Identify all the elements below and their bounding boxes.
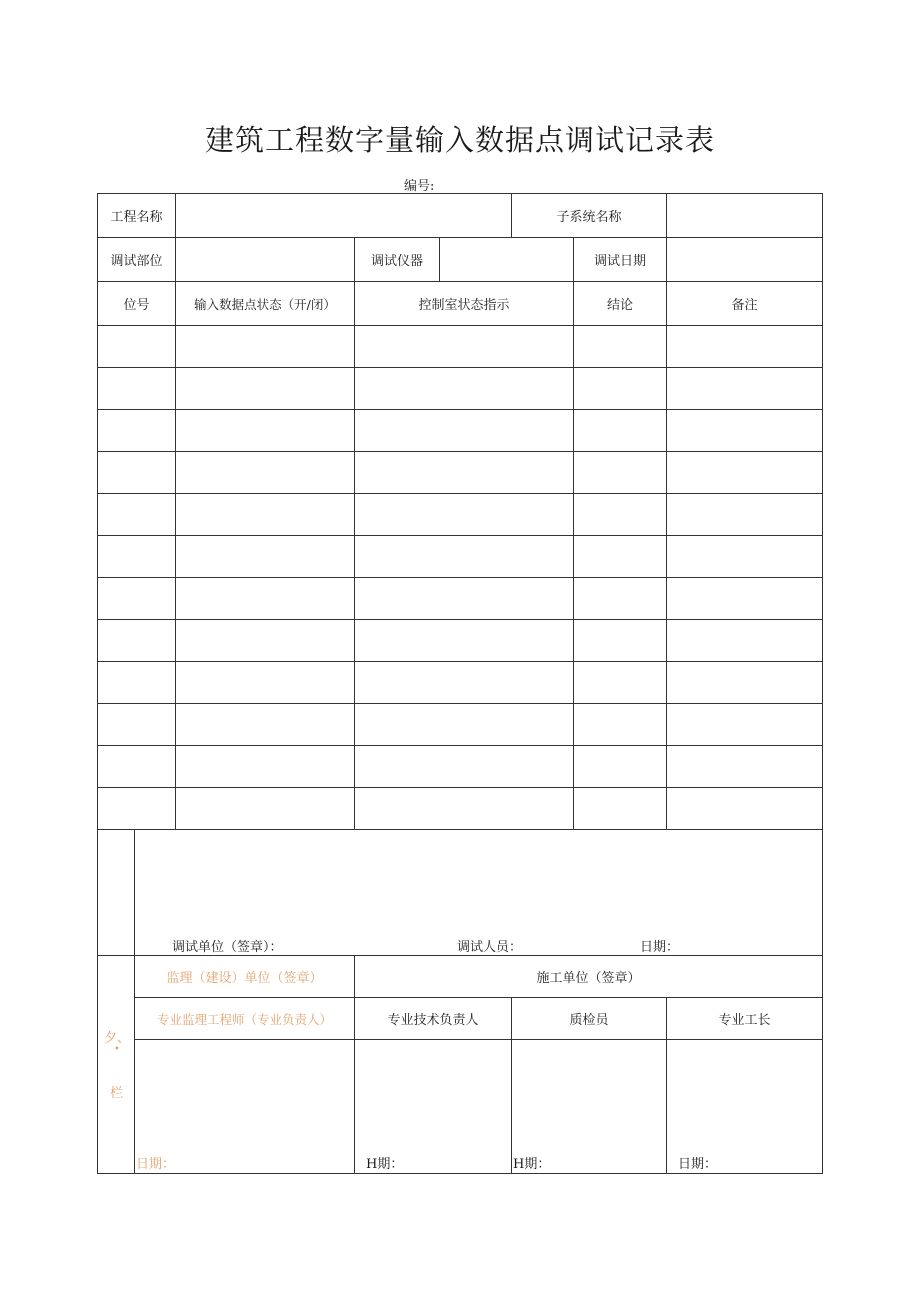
cell-conclusion[interactable]: [574, 536, 667, 578]
table-row: [98, 326, 823, 368]
table-row: [98, 620, 823, 662]
tech-lead-label: 专业技术负责人: [355, 998, 512, 1040]
test-personnel-label: 调试人员：: [457, 940, 523, 955]
record-table: [97, 193, 823, 1174]
sign-side-text-2: •: [114, 1044, 120, 1055]
cell-tag[interactable]: [98, 704, 176, 746]
subsystem-name-label: 子系统名称: [512, 194, 667, 238]
column-header-tag: 位号: [98, 282, 176, 326]
cell-control-room[interactable]: [355, 494, 574, 536]
supervisor-date-label: 日期：: [136, 1157, 176, 1172]
column-header-remarks: 备注: [667, 282, 823, 326]
cell-control-room[interactable]: [355, 536, 574, 578]
cell-remarks[interactable]: [667, 620, 823, 662]
cell-conclusion[interactable]: [574, 578, 667, 620]
cell-control-room[interactable]: [355, 704, 574, 746]
cell-remarks[interactable]: [667, 494, 823, 536]
cell-input-state[interactable]: [176, 788, 355, 830]
sign-side-text-3: 栏: [110, 1086, 124, 1101]
cell-input-state[interactable]: [176, 494, 355, 536]
cell-control-room[interactable]: [355, 662, 574, 704]
subsystem-name-field[interactable]: [667, 194, 823, 238]
cell-control-room[interactable]: [355, 326, 574, 368]
cell-control-room[interactable]: [355, 410, 574, 452]
cell-input-state[interactable]: [176, 326, 355, 368]
test-date-label: 调试日期: [574, 238, 667, 282]
cell-remarks[interactable]: [667, 746, 823, 788]
cell-tag[interactable]: [98, 536, 176, 578]
signature-side-cell: [98, 956, 135, 1174]
table-row: [98, 578, 823, 620]
cell-tag[interactable]: [98, 578, 176, 620]
table-row: [98, 788, 823, 830]
cell-conclusion[interactable]: [574, 494, 667, 536]
cell-control-room[interactable]: [355, 746, 574, 788]
cell-conclusion[interactable]: [574, 746, 667, 788]
cell-input-state[interactable]: [176, 410, 355, 452]
table-row: [98, 662, 823, 704]
info-row-1: [98, 194, 823, 238]
cell-remarks[interactable]: [667, 452, 823, 494]
cell-tag[interactable]: [98, 494, 176, 536]
cell-input-state[interactable]: [176, 620, 355, 662]
cell-tag[interactable]: [98, 662, 176, 704]
project-name-label: 工程名称: [98, 194, 176, 238]
document-number-label: 编号:: [404, 179, 435, 194]
cell-conclusion[interactable]: [574, 704, 667, 746]
signature-role-row: [98, 998, 823, 1040]
supervising-engineer-label: 专业监理工程师（专业负责人）: [135, 998, 355, 1040]
column-header-conclusion: 结论: [574, 282, 667, 326]
cell-control-room[interactable]: [355, 452, 574, 494]
table-row: [98, 368, 823, 410]
cell-input-state[interactable]: [176, 452, 355, 494]
cell-remarks[interactable]: [667, 578, 823, 620]
foreman-date-label: 日期：: [678, 1157, 718, 1172]
cell-remarks[interactable]: [667, 704, 823, 746]
cell-input-state[interactable]: [176, 536, 355, 578]
cell-input-state[interactable]: [176, 368, 355, 410]
cell-conclusion[interactable]: [574, 410, 667, 452]
project-name-field[interactable]: [176, 194, 512, 238]
cell-input-state[interactable]: [176, 746, 355, 788]
page-title: 建筑工程数字量输入数据点调试记录表: [204, 123, 715, 157]
test-location-field[interactable]: [176, 238, 355, 282]
table-row: [98, 746, 823, 788]
table-row: [98, 494, 823, 536]
table-row: [98, 704, 823, 746]
cell-tag[interactable]: [98, 746, 176, 788]
cell-tag[interactable]: [98, 788, 176, 830]
cell-remarks[interactable]: [667, 368, 823, 410]
cell-control-room[interactable]: [355, 788, 574, 830]
table-row: [98, 452, 823, 494]
cell-conclusion[interactable]: [574, 368, 667, 410]
cell-input-state[interactable]: [176, 578, 355, 620]
inspector-label: 质检员: [512, 998, 667, 1040]
cell-remarks[interactable]: [667, 536, 823, 578]
remark-date-label: 日期：: [640, 940, 680, 955]
cell-conclusion[interactable]: [574, 788, 667, 830]
foreman-label: 专业工长: [667, 998, 823, 1040]
cell-remarks[interactable]: [667, 662, 823, 704]
sign-side-text-1: 夕、: [104, 1031, 131, 1046]
construction-unit-label: 施工单位（签章）: [355, 956, 823, 998]
test-instrument-field[interactable]: [440, 238, 574, 282]
cell-tag[interactable]: [98, 368, 176, 410]
test-instrument-label: 调试仪器: [355, 238, 440, 282]
column-header-row: [98, 282, 823, 326]
cell-tag[interactable]: [98, 452, 176, 494]
column-header-control-room: 控制室状态指示: [355, 282, 574, 326]
data-rows: [98, 326, 823, 830]
test-location-label: 调试部位: [98, 238, 176, 282]
tech-lead-date-label: H期：: [366, 1157, 404, 1172]
cell-tag[interactable]: [98, 326, 176, 368]
inspector-date-label: H期：: [513, 1157, 551, 1172]
supervisor-unit-label: 监理（建设）单位（签章）: [135, 956, 355, 998]
cell-control-room[interactable]: [355, 578, 574, 620]
info-row-2: [98, 238, 823, 282]
cell-conclusion[interactable]: [574, 326, 667, 368]
test-unit-sign-label: 调试单位（签章）：: [172, 940, 283, 955]
cell-conclusion[interactable]: [574, 620, 667, 662]
table-row: [98, 536, 823, 578]
cell-control-room[interactable]: [355, 368, 574, 410]
cell-remarks[interactable]: [667, 326, 823, 368]
cell-conclusion[interactable]: [574, 662, 667, 704]
cell-tag[interactable]: [98, 410, 176, 452]
signature-header-row: [98, 956, 823, 998]
cell-input-state[interactable]: [176, 704, 355, 746]
cell-control-room[interactable]: [355, 620, 574, 662]
column-header-input-state: 输入数据点状态（开/闭）: [176, 282, 355, 326]
table-row: [98, 410, 823, 452]
cell-input-state[interactable]: [176, 662, 355, 704]
test-date-field[interactable]: [667, 238, 823, 282]
cell-remarks[interactable]: [667, 410, 823, 452]
cell-remarks[interactable]: [667, 788, 823, 830]
cell-tag[interactable]: [98, 620, 176, 662]
cell-conclusion[interactable]: [574, 452, 667, 494]
remarks-side-cell: [98, 830, 135, 956]
